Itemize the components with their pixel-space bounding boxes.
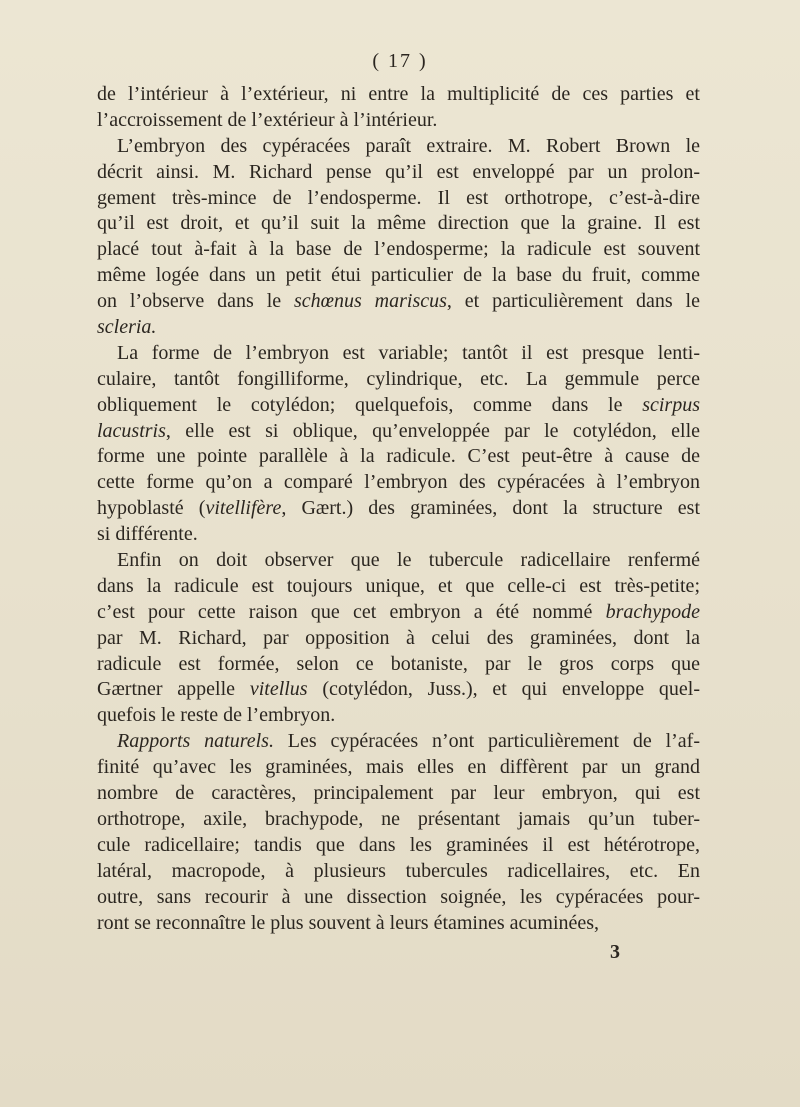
text-run: , et particulièrement dans le	[446, 290, 700, 313]
text-run: , Gært.) des graminées, dont la structure est	[281, 497, 700, 520]
body-text	[97, 82, 700, 936]
text-run: de l’intérieur à l’extérieur, ni entre la multiplicité de ces parties et	[97, 83, 700, 105]
text-run: qu’il est droit, et qu’il suit la même direction que la graine. Il est	[97, 212, 700, 235]
italic-text: scirpus	[642, 393, 700, 416]
italic-text: Rapports naturels.	[117, 730, 274, 753]
text-run: même logée dans un petit étui particulier de la base du fruit, comme	[97, 264, 700, 287]
text-run: latéral, macropode, à plusieurs tubercules radicellaires, etc. En	[97, 859, 700, 882]
text-line	[97, 600, 700, 626]
text-run: forme une pointe parallèle à la radicule. C’est peut-être à cause de	[97, 445, 700, 468]
text-run: quefois le reste de l’embryon.	[97, 704, 336, 727]
text-run: nombre de caractères, principalement par leur embryon, qui est	[97, 782, 700, 805]
text-line	[97, 186, 700, 212]
text-run: culaire, tantôt fongilliforme, cylindrique, etc. La gemmule perce	[97, 367, 700, 390]
text-line	[97, 755, 700, 781]
text-run: outre, sans recourir à une dissection soignée, les cypéracées pour-	[97, 885, 700, 908]
text-run: (cotylédon, Juss.), et qui enveloppe quel-	[307, 678, 701, 701]
text-line	[97, 729, 700, 755]
text-line	[97, 833, 700, 859]
text-run: c’est pour cette raison que cet embryon a été nommé	[97, 600, 606, 623]
text-run: Les cypéracées n’ont particulièrement de l’af-	[273, 730, 701, 753]
text-line	[97, 652, 700, 678]
text-line	[97, 496, 700, 522]
text-line	[97, 341, 700, 367]
text-run: , elle est si oblique, qu’enveloppée par le cotylédon, elle	[165, 419, 700, 442]
text-line	[97, 885, 700, 911]
text-line	[97, 574, 700, 600]
text-line	[97, 677, 700, 703]
text-line	[97, 367, 700, 393]
text-run: hypoblasté (	[97, 497, 206, 520]
text-run: L’embryon des cypéracées paraît extraire. M. Robert Brown le	[117, 134, 700, 157]
text-run: Gærtner appelle	[97, 678, 250, 701]
text-line	[97, 470, 700, 496]
italic-text: brachypode	[605, 600, 700, 623]
text-run: ront se reconnaître le plus souvent à leurs étamines acuminées,	[97, 911, 600, 934]
italic-text: lacustris	[97, 419, 166, 442]
text-run: radicule est formée, selon ce botaniste, par le gros corps que	[97, 652, 700, 675]
text-run: cule radicellaire; tandis que dans les graminées il est hétérotrope,	[97, 833, 700, 856]
text-run: par M. Richard, par opposition à celui des graminées, dont la	[97, 626, 700, 649]
text-line	[97, 703, 700, 729]
text-line	[97, 160, 700, 186]
text-line	[97, 548, 700, 574]
text-run: on l’observe dans le	[97, 290, 295, 313]
text-line	[97, 315, 700, 341]
text-line	[97, 108, 700, 134]
text-line	[97, 134, 700, 160]
text-line	[97, 419, 700, 445]
text-run: si différente.	[97, 523, 198, 546]
text-line	[97, 522, 700, 548]
text-line	[97, 781, 700, 807]
text-run: l’accroissement de l’extérieur à l’intérieur.	[97, 108, 438, 131]
text-run: placé tout à-fait à la base de l’endosperme; la radicule est souvent	[97, 238, 700, 261]
text-run: Enfin on doit observer que le tubercule radicellaire renfermé	[117, 549, 700, 572]
text-run: dans la radicule est toujours unique, et que celle-ci est très-petite;	[97, 574, 700, 597]
text-line	[97, 807, 700, 833]
text-line	[97, 237, 700, 263]
text-line	[97, 911, 700, 937]
text-line	[97, 211, 700, 237]
text-line	[97, 859, 700, 885]
text-run: cette forme qu’on a comparé l’embryon des cypéracées à l’embryon	[97, 471, 700, 494]
text-line	[97, 444, 700, 470]
text-line	[97, 263, 700, 289]
text-run: orthotrope, axile, brachypode, ne présentant jamais qu’un tuber-	[97, 807, 700, 830]
text-line	[97, 393, 700, 419]
text-run: gement très-mince de l’endosperme. Il est orthotrope, c’est-à-dire	[97, 186, 700, 209]
signature-mark: 3	[610, 941, 620, 963]
text-line	[97, 626, 700, 652]
text-run: obliquement le cotylédon; quelquefois, comme dans le	[97, 393, 643, 416]
text-line	[97, 289, 700, 315]
text-line	[97, 82, 700, 108]
italic-text: vitellus	[249, 678, 308, 701]
text-run: décrit ainsi. M. Richard pense qu’il est enveloppé par un prolon-	[97, 160, 700, 183]
text-run: La forme de l’embryon est variable; tantôt il est presque lenti-	[117, 341, 700, 364]
page-number: ( 17 )	[372, 50, 428, 72]
text-run: finité qu’avec les graminées, mais elles en diffèrent par un grand	[97, 756, 700, 779]
italic-text: scleria.	[97, 316, 157, 339]
italic-text: schœnus mariscus	[294, 290, 447, 313]
italic-text: vitellifère	[205, 497, 282, 520]
